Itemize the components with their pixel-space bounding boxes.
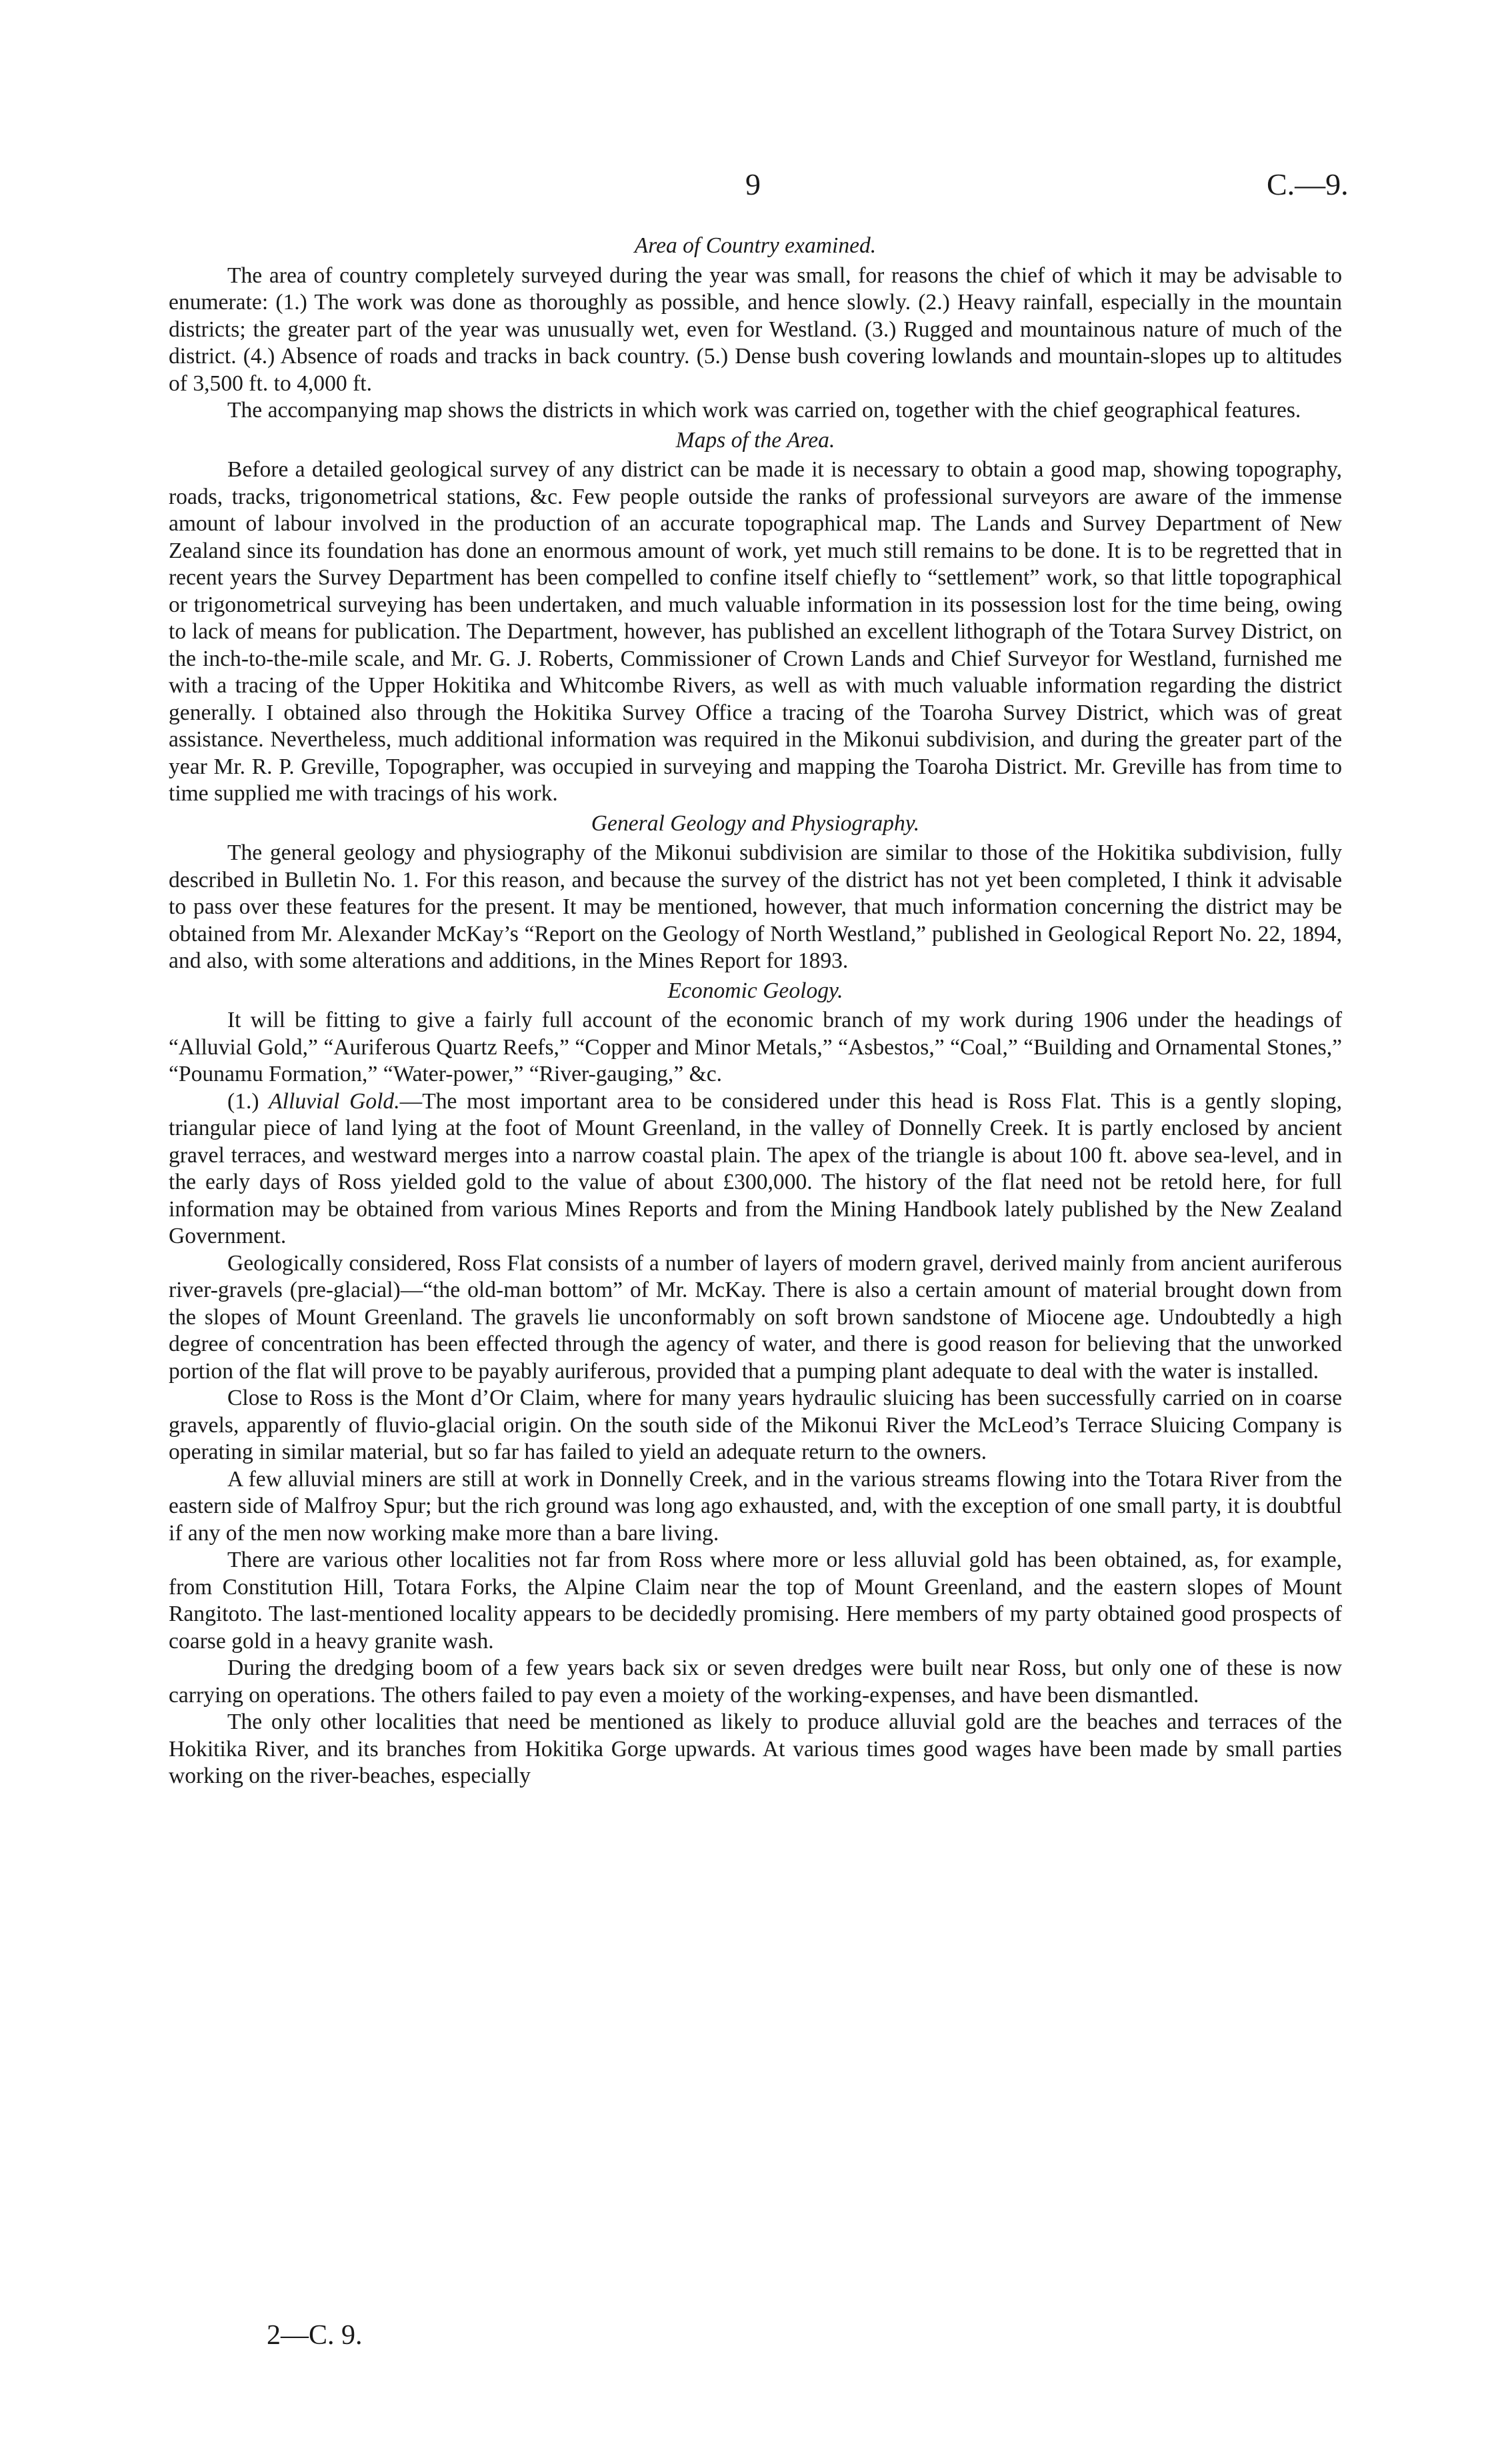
body-paragraph: The only other localities that need be mentioned as likely to produce alluvial gold are the beaches and terraces of the Hokitika River, and its branches from Hokitika Gorge upwards. At various times good wages have been made by small parties working on the river-beaches, especially — [169, 1710, 1342, 1788]
body-paragraph: The area of country completely surveyed during the year was small, for reasons the chief of which it may be advisable to enumerate: (1.) The work was done as thoroughly as possible, and hence slowly. (2.) Heavy rainfall, especially in the mountain districts; the greater part of the year was unusually wet, even for Westland. (3.) Rugged and mountainous nature of much of the district. (4.) Absence of roads and tracks in back country. (5.) Dense bush covering lowlands and mountain-slopes up to altitudes of 3,500 ft. to 4,000 ft. — [169, 263, 1342, 396]
section-heading: Maps of the Area. — [675, 427, 835, 453]
page-number: 9 — [745, 167, 761, 201]
sheet-signature: 2—C. 9. — [267, 2320, 363, 2351]
body-paragraph: A few alluvial miners are still at work in Donnelly Creek, and in the various streams flowing into the Totara River from the eastern side of Malfroy Spur; but the rich ground was long ago exhausted, and, with the exception of one small party, it is doubtful if any of the men now working make more than a bare living. — [169, 1466, 1342, 1546]
section-heading: Area of Country examined. — [634, 233, 877, 258]
body-paragraph: There are various other localities not far from Ross where more or less alluvial gold has been obtained, as, for example, from Constitution Hill, Totara Forks, the Alpine Claim near the top of Mount Greenland, and the eastern slopes of Mount Rangitoto. The last-mentioned locality appears to be decidedly promising. Here members of my party obtained good prospects of coarse gold in a heavy granite wash. — [169, 1548, 1342, 1654]
body-paragraph: Before a detailed geological survey of any district can be made it is necessary to obtain a good map, showing topography, roads, tracks, trigonometrical stations, &c. Few people outside the ranks of professional surveyors are aware of the immense amount of labour involved in the production of an accurate topographical map. The Lands and Survey Department of New Zealand since its foundation has done an enormous amount of work, yet much still remains to be done. It is to be regretted that in recent years the Survey Department has been compelled to confine itself chiefly to “settlement” work, so that little topographical or trigonometrical surveying has been undertaken, and much valuable information in its possession lost for the time being, owing to lack of means for publication. The Department, however, has published an excellent lithograph of the Totara Survey District, on the inch-to-the-mile scale, and Mr. G. J. Roberts, Commissioner of Crown Lands and Chief Surveyor for Westland, furnished me with a tracing of the Upper Hokitika and Whitcombe Rivers, as well as with much valuable information regarding the district generally. I obtained also through the Hokitika Survey Office a tracing of the Toaroha Survey District, which was of great assistance. Nevertheless, much additional information was required in the Mikonui subdivision, and during the greater part of the year Mr. R. P. Greville, Topographer, was occupied in surveying and mapping the Toaroha District. Mr. Greville has from time to time supplied me with tracings of his work. — [169, 457, 1342, 806]
body-paragraph: Geologically considered, Ross Flat consists of a number of layers of modern gravel, derived mainly from ancient auriferous river-gravels (pre-glacial)—“the old-man bottom” of Mr. McKay. There is also a certain amount of material brought down from the slopes of Mount Greenland. The gravels lie unconformably on soft brown sandstone of Miocene age. Undoubtedly a high degree of concentration has been effected through the agency of water, and there is good reason for believing that the unworked portion of the flat will prove to be payably auriferous, provided that a pumping plant adequate to deal with the water is installed. — [169, 1250, 1342, 1384]
report-reference: C.—9. — [1267, 167, 1349, 201]
document-body — [169, 230, 1342, 1790]
body-paragraph: Close to Ross is the Mont d’Or Claim, where for many years hydraulic sluicing has been successfully carried on in coarse gravels, apparently of fluvio-glacial origin. On the south side of the Mikonui River the McLeod’s Terrace Sluicing Company is operating in similar material, but so far has failed to yield an adequate return to the owners. — [169, 1386, 1342, 1464]
body-paragraph: The general geology and physiography of the Mikonui subdivision are similar to those of the Hokitika subdivision, fully described in Bulletin No. 1. For this reason, and because the survey of the district has not yet been completed, I think it advisable to pass over these features for the present. It may be mentioned, however, that much information concerning the district may be obtained from Mr. Alexander McKay’s “Report on the Geology of North Westland,” published in Geological Report No. 22, 1894, and also, with some alterations and additions, in the Mines Report for 1893. — [169, 840, 1342, 973]
body-paragraph: The accompanying map shows the districts in which work was carried on, together with the chief geographical features. — [227, 398, 1301, 423]
body-paragraph: During the dredging boom of a few years back six or seven dredges were built near Ross, but only one of these is now carrying on operations. The others failed to pay even a moiety of the working-expenses, and have been dismantled. — [169, 1656, 1342, 1708]
body-paragraph: (1.) Alluvial Gold.—The most important area to be considered under this head is Ross Flat. This is a gently sloping, triangular piece of land lying at the foot of Mount Greenland, in the valley of Donnelly Creek. It is partly enclosed by ancient gravel terraces, and westward merges into a narrow coastal plain. The apex of the triangle is about 100 ft. above sea-level, and in the early days of Ross yielded gold to the value of about £300,000. The history of the flat need not be retold here, for full information may be obtained from various Mines Reports and from the Mining Handbook lately published by the New Zealand Government. — [169, 1088, 1342, 1248]
body-paragraph: It will be fitting to give a fairly full account of the economic branch of my work during 1906 under the headings of “Alluvial Gold,” “Auriferous Quartz Reefs,” “Copper and Minor Metals,” “Asbestos,” “Coal,” “Building and Ornamental Stones,” “Pounamu Formation,” “Water-power,” “River-gauging,” &c. — [169, 1008, 1342, 1086]
section-heading: Economic Geology. — [667, 978, 843, 1003]
section-heading: General Geology and Physiography. — [591, 810, 920, 836]
italic-term: Alluvial Gold. — [269, 1088, 400, 1114]
